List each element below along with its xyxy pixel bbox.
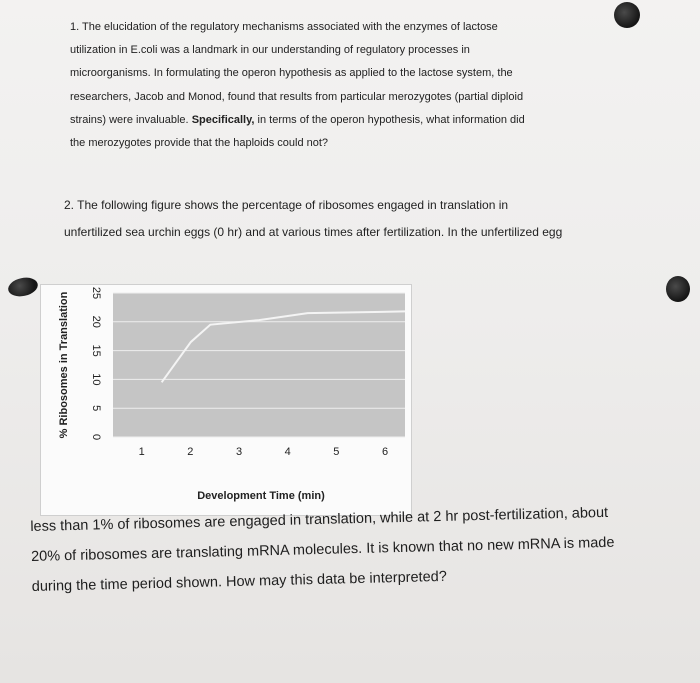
question-1: [70, 16, 630, 155]
question-1-line: the merozygotes provide that the haploids could not?: [70, 137, 329, 150]
punch-hole: [666, 276, 690, 302]
y-tick-label: 25: [90, 286, 102, 300]
plot-area: [113, 293, 405, 437]
question-2: [64, 192, 664, 246]
y-tick-label: 15: [90, 344, 102, 357]
question-1-line: researchers, Jacob and Monod, found that results from particular merozygotes (partial diploid: [70, 90, 524, 103]
x-tick-label: 2: [187, 446, 194, 458]
punch-hole: [6, 275, 39, 299]
y-tick-label: 5: [90, 405, 102, 412]
question-1-text: strains) were invaluable.: [70, 113, 189, 126]
question-1-line: 1. The elucidation of the regulatory mechanisms associated with the enzymes of lactose: [70, 21, 498, 33]
x-tick-label: 3: [235, 446, 243, 458]
x-tick-label: 1: [138, 446, 145, 458]
question-2-tail-line: less than 1% of ribosomes are engaged in translation, while at 2 hr post-fertilization, about: [30, 504, 609, 535]
ribosome-translation-chart: [40, 284, 412, 516]
question-2-continued: [30, 496, 692, 602]
question-1-emphasis: Specifically,: [191, 113, 255, 126]
question-2-tail-line: 20% of ribosomes are translating mRNA molecules. It is known that no new mRNA is made: [30, 534, 615, 565]
question-1-line: [70, 109, 630, 132]
question-1-text: in terms of the operon hypothesis, what information did: [254, 113, 525, 126]
y-tick-label: 10: [90, 373, 102, 386]
question-2-tail-line: during the time period shown. How may this data be interpreted?: [31, 568, 447, 595]
y-tick-label: 0: [90, 433, 102, 441]
question-2-line: 2. The following figure shows the percentage of ribosomes engaged in translation in: [64, 198, 509, 212]
x-axis-label: Development Time (min): [197, 490, 325, 502]
x-tick-label: 6: [381, 446, 389, 458]
question-2-line: unfertilized sea urchin eggs (0 hr) and at various times after fertilization. In the unfertilized egg: [64, 225, 563, 239]
chart-svg: [41, 285, 411, 515]
question-1-line: microorganisms. In formulating the operon hypothesis as applied to the lactose system, the: [70, 67, 513, 80]
x-tick-label: 5: [333, 446, 340, 458]
y-tick-label: 20: [90, 315, 102, 328]
question-1-line: utilization in E.coli was a landmark in our understanding of regulatory processes in: [70, 44, 470, 57]
y-axis-label: % Ribosomes in Translation: [58, 291, 70, 439]
x-tick-label: 4: [284, 446, 291, 458]
